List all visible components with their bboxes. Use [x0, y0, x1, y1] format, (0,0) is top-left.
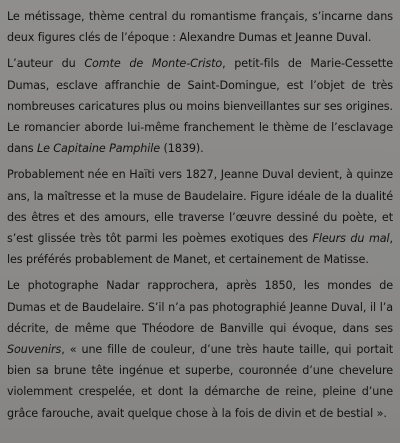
paragraph-text: (1839). [160, 142, 204, 156]
paragraph-text: Le photographe Nadar rapprochera, après 1850, les mondes de Dumas et de Baudelaire. S’il n’a pas photographié Jeanne Duval, il l’a décrite, de même que Théodore de Banville qui évoque, dans ses [7, 279, 393, 335]
book-title: Fleurs du mal [312, 232, 390, 246]
book-title: Le Capitaine Pamphile [36, 142, 161, 156]
paragraph-text: , « une fille de couleur, d’une très haute taille, qui portait bien sa brune tête ingénue et superbe, couronnée d’une chevelure violemment crespelée, et dont la démarche de reine, pleine d’une grâce farouche, avait quelque chose à la fois de divin et de bestial ». [7, 343, 393, 420]
paragraph-text: Probablement née en Haïti vers 1827, Jeanne Duval devient, à quinze ans, la maîtresse et la muse de Baudelaire. Figure idéale de la dualité des êtres et des amours, elle traverse l’œuvre dessiné du poète, et s’est glissée très tôt parmi les poèmes exotiques des [7, 168, 393, 246]
paragraph-duval [7, 164, 393, 270]
paragraph-intro [7, 6, 393, 48]
paragraph-text: , petit-fils de Marie-Cessette Dumas, esclave affranchie de Saint-Domingue, est l’objet de très nombreuses caricatures plus ou moins bienveillantes sur ses origines. Le romancier aborde lui-même franchement le thème de l’esclavage dans [7, 57, 394, 156]
paragraph-dumas [7, 53, 393, 159]
paragraph-text: Le métissage, thème central du romantisme français, s’incarne dans deux figures clés de l’époque : Alexandre Dumas et Jeanne Duval. [7, 10, 393, 45]
paragraph-text: , les préférés probablement de Manet, et certainement de Matisse. [7, 232, 394, 267]
book-title: Comte de Monte-Cristo [84, 57, 223, 71]
paragraph-nadar [7, 275, 393, 423]
paragraph-text: L’auteur du [7, 57, 85, 71]
book-title: Souvenirs [7, 343, 62, 357]
